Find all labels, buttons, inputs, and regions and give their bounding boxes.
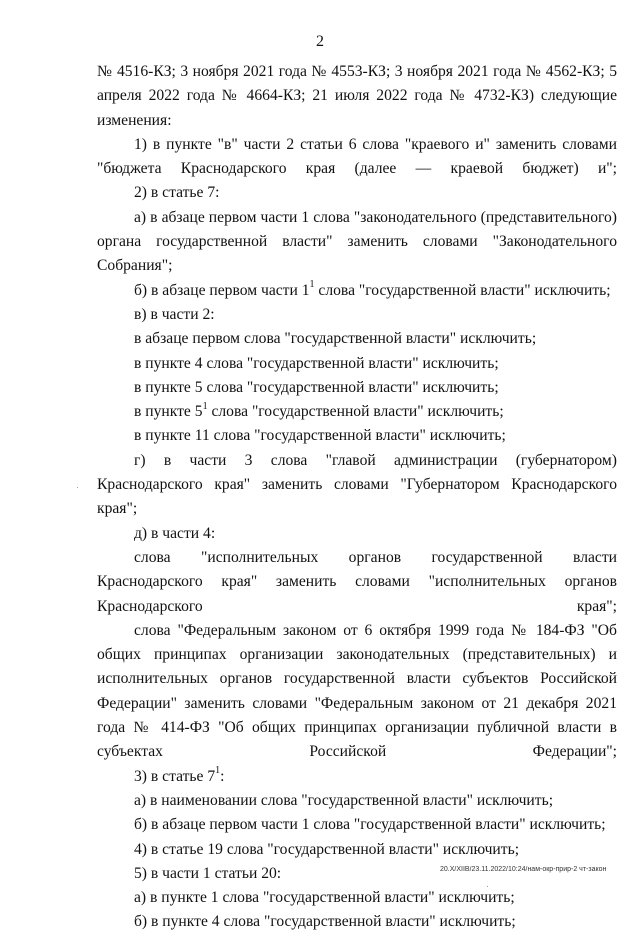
paragraph-amendment-intro: № 4516-КЗ; 3 ноября 2021 года № 4553-КЗ; 3 ноября 2021 года № 4562-КЗ; 5 апреля 2022 года № 4664-КЗ; 21 июля 2022 года № 4732-КЗ) следующие изменения: <box>97 63 617 129</box>
paragraph-subitem: в пункте 4 слова "государственной власти" исключить; <box>134 354 499 372</box>
paragraph-subitem: слова "исполнительных органов государственной власти Краснодарского края" заменить словами "исполнительных органов Краснодарского края"; <box>97 548 617 615</box>
document-body <box>97 60 617 935</box>
superscript: 1 <box>215 765 221 777</box>
paragraph-item-3-text: 3) в статье 7 <box>134 767 216 785</box>
paragraph-item-3b: б) в абзаце первом части 1 слова "государственной власти" исключить; <box>134 816 606 834</box>
paragraph-item-2b-text: б) в абзаце первом части 1 <box>134 281 310 299</box>
paragraph-subitem: в пункте 11 слова "государственной власти" исключить; <box>134 427 506 445</box>
superscript: 1 <box>202 400 208 412</box>
footer-document-code: 20.X/XIIB/23.11.2022/10:24/нам-окр-прир-2 чт-закон <box>440 866 607 873</box>
paragraph-item-3 <box>97 765 617 789</box>
paragraph-item-2a: а) в абзаце первом части 1 слова "законодательного (представительного) органа государственной власти" заменить словами "Законодательного Собрания"; <box>97 208 617 275</box>
paragraph-item-2: 2) в статье 7: <box>134 184 220 202</box>
paragraph-subitem: в абзаце первом слова "государственной власти" исключить; <box>134 330 537 348</box>
margin-mark <box>77 487 78 488</box>
paragraph-item-2v: в) в части 2: <box>134 305 215 323</box>
paragraph-item-4: 4) в статье 19 слова "государственной власти" исключить; <box>134 840 520 858</box>
paragraph-item-5b: б) в пункте 4 слова "государственной власти" исключить; <box>134 913 516 931</box>
paragraph-subitem <box>97 400 617 424</box>
paragraph-subitem-text: в пункте 5 <box>134 403 203 421</box>
superscript: 1 <box>309 279 315 291</box>
paragraph-item-5: 5) в части 1 статьи 20: <box>134 864 282 882</box>
paragraph-item-2b <box>97 279 617 303</box>
paragraph-subitem-text-end: слова "государственной власти" исключить; <box>207 403 504 421</box>
paragraph-item-1: 1) в пункте "в" части 2 статьи 6 слова "краевого и" заменить словами "бюджета Краснодарского края (далее — краевой бюджет) и"; <box>97 135 617 178</box>
paragraph-item-2g: г) в части 3 слова "главой администрации (губернатором) Краснодарского края" заменить словами "Губернатором Краснодарского края"; <box>97 451 617 518</box>
paragraph-subitem: в пункте 5 слова "государственной власти" исключить; <box>134 378 499 396</box>
paragraph-item-2b-text-end: слова "государственной власти" исключить; <box>314 281 611 299</box>
bottom-mark <box>487 886 488 887</box>
paragraph-item-2d: д) в части 4: <box>134 524 216 542</box>
paragraph-item-3-text-end: : <box>220 767 225 785</box>
paragraph-subitem: слова "Федеральным законом от 6 октября 1999 года № 184-ФЗ "Об общих принципах организации законодательных (представительных) и исполнительных органов государственной власти субъектов Российской Федерации" заменить словами "Федеральным законом от 21 декабря 2021 года № 414-ФЗ "Об общих принципах организации публичной власти в субъектах Российской Федерации"; <box>97 621 617 761</box>
paragraph-item-3a: а) в наименовании слова "государственной власти" исключить; <box>134 791 554 809</box>
paragraph-item-5a: а) в пункте 1 слова "государственной власти" исключить; <box>134 889 515 907</box>
page-number: 2 <box>316 33 324 50</box>
